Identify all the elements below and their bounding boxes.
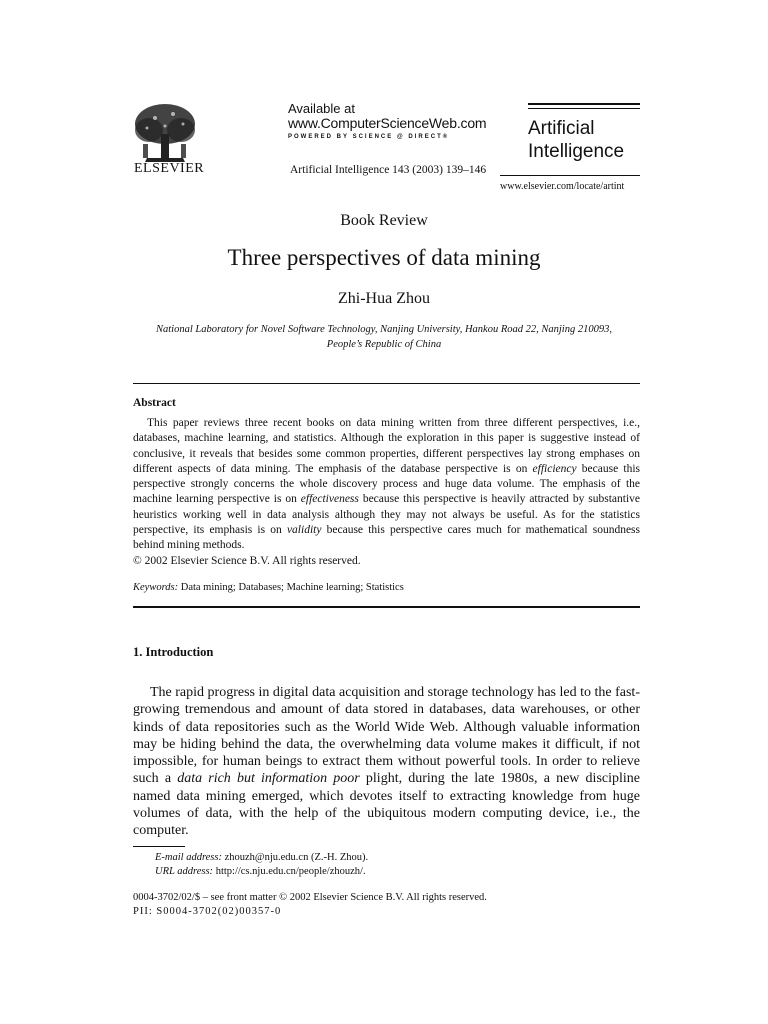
abstract-text-4: because this perspective cares much for mathematical soundness behind mining methods. <box>133 524 641 552</box>
affiliation-line2: People’s Republic of China <box>326 339 442 350</box>
paper-title: Three perspectives of data mining <box>227 245 541 270</box>
journal-rule-top-thin <box>528 108 640 109</box>
affiliation-line1: National Laboratory for Novel Software Technology, Nanjing University, Hankou Road 22, Nanjing 210093, <box>156 324 612 335</box>
abstract-text-2: because this perspective strongly concerns the whole discovery process and huge data volume. The emphasis of the machine learning perspective is on <box>133 462 640 506</box>
abstract-body <box>133 416 640 569</box>
journal-url-link[interactable]: www.elsevier.com/locate/artint <box>500 181 625 192</box>
author-affiliation <box>0 322 768 352</box>
abstract-emphasis-efficiency: efficiency <box>532 462 577 475</box>
issn-line: 0004-3702/02/$ – see front matter © 2002 Elsevier Science B.V. All rights reserved. <box>133 892 487 903</box>
section-heading-introduction: 1. Introduction <box>133 645 214 659</box>
abstract-text-3: because this perspective is heavily attracted by substantive heuristics working well in data analysis although they may not always be useful. As for the statistics perspective, its emphasis is on <box>133 493 640 537</box>
journal-rule-bottom <box>500 175 640 176</box>
csw-powered-by: POWERED BY SCIENCE @ DIRECT® <box>288 134 450 140</box>
footnote-url <box>155 865 366 879</box>
csw-url: www.ComputerScienceWeb.com <box>288 115 487 131</box>
journal-name-line1: Artificial <box>528 118 595 139</box>
journal-name <box>528 117 624 163</box>
journal-name-line2: Intelligence <box>528 141 625 162</box>
journal-rule-top <box>528 103 640 105</box>
homepage-url-link[interactable]: http://cs.nju.edu.cn/people/zhouzh/. <box>213 866 366 877</box>
publisher-name: ELSEVIER <box>134 161 205 176</box>
email-address-link[interactable]: zhouzh@nju.edu.cn (Z.-H. Zhou). <box>221 852 369 863</box>
csw-available-at: Available at <box>288 101 355 116</box>
intro-text-2: plight, during the late 1980s, a new discipline named data mining emerged, which devotes itself to extracting knowledge from huge volumes of data, with the help of the ubiquitous modern computing device, i.e., the computer. <box>133 771 640 839</box>
abstract-heading: Abstract <box>133 397 176 409</box>
footnote-rule <box>133 846 185 847</box>
abstract-text-1: This paper reviews three recent books on data mining written from three different perspectives, i.e., databases, machine learning, and statistics. Although the exploration in this paper is suggestive instead of conclusive, it reveals that besides some common properties, different perspectives lay strong emphases on different aspects of data mining. The emphasis of the database perspective is on <box>133 417 640 475</box>
abstract-top-rule <box>133 383 640 384</box>
footnote-email <box>155 851 368 865</box>
keywords-list: Data mining; Databases; Machine learning; Statistics <box>178 582 404 593</box>
abstract-copyright: © 2002 Elsevier Science B.V. All rights reserved. <box>133 554 361 567</box>
keywords-line <box>133 582 404 593</box>
computer-science-web-banner[interactable] <box>288 102 486 140</box>
abstract-bottom-rule <box>133 606 640 608</box>
introduction-body <box>133 684 640 840</box>
abstract-paragraph <box>133 416 640 554</box>
abstract-emphasis-effectiveness: effectiveness <box>300 493 359 506</box>
pii-line: PII: S0004-3702(02)00357-0 <box>133 906 282 917</box>
author-name: Zhi-Hua Zhou <box>338 290 430 307</box>
article-type: Book Review <box>340 212 428 229</box>
intro-emphasis: data rich but information poor <box>177 771 360 787</box>
introduction-paragraph <box>133 684 640 840</box>
email-label: E-mail address: <box>155 852 222 863</box>
journal-citation: Artificial Intelligence 143 (2003) 139–146 <box>290 164 487 176</box>
keywords-label: Keywords: <box>133 582 179 593</box>
intro-text-1: The rapid progress in digital data acquisition and storage technology has led to the fast-growing tremendous and amount of data stored in databases, data warehouses, or other kinds of data repositories such as the World Wide Web. Although valuable information may be hiding behind the data, the overwhelming data volume makes it difficult, if not impossible, for human beings to extract them without powerful tools. In order to relieve such a <box>133 685 640 787</box>
url-label: URL address: <box>155 866 214 877</box>
abstract-emphasis-validity: validity <box>286 524 322 537</box>
